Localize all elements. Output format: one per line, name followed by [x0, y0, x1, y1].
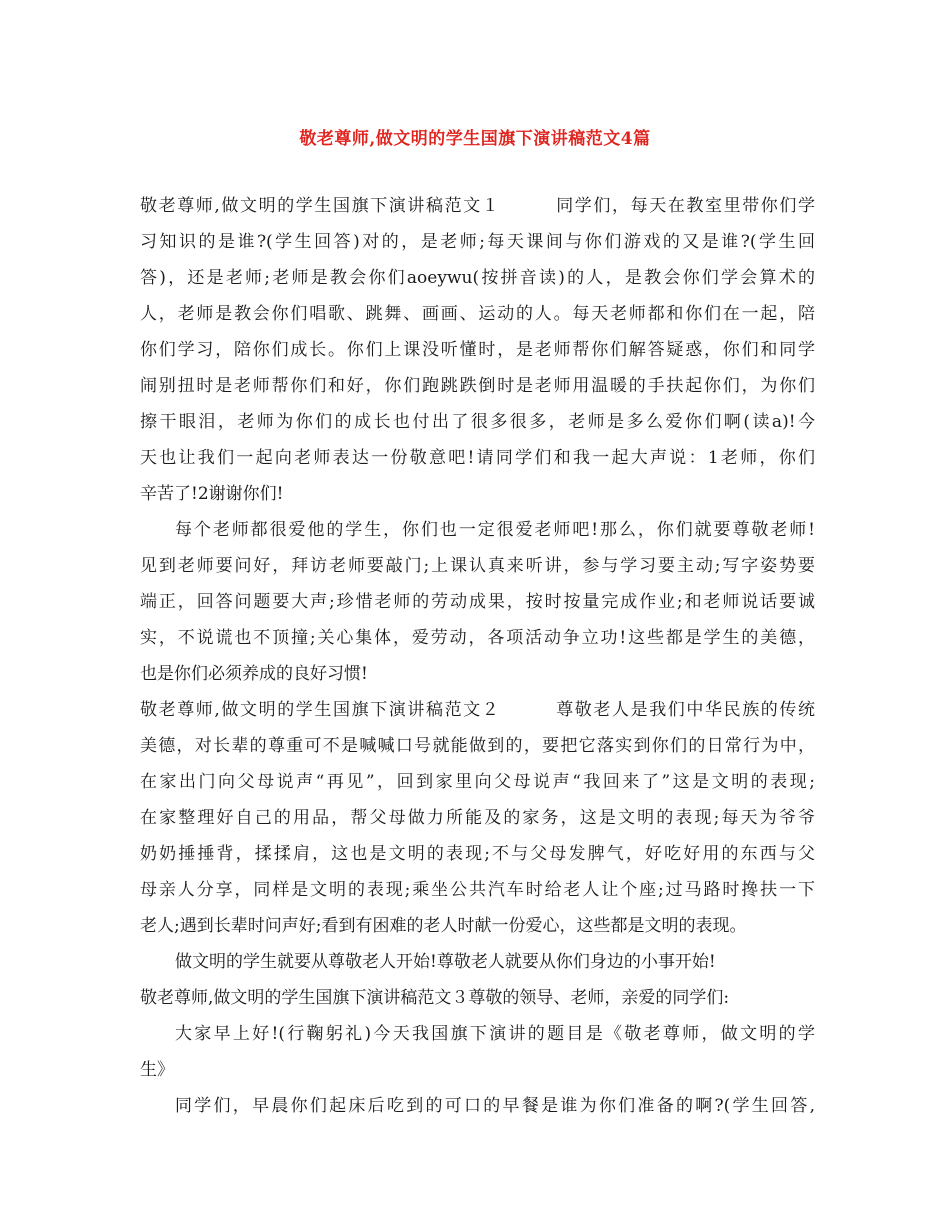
text-line: 大家早上好!(行鞠躬礼)今天我国旗下演讲的题目是《敬老尊师，做文明的学 — [175, 1024, 815, 1044]
text-line: 擦干眼泪，老师为你们的成长也付出了很多很多，老师是多么爱你们啊(读a)!今 — [140, 412, 815, 432]
text-line: 端正，回答问题要大声;珍惜老师的劳动成果，按时按量完成作业;和老师说话要诚 — [140, 592, 815, 612]
text-line: 在家整理好自己的用品，帮父母做力所能及的家务，这是文明的表现;每天为爷爷 — [140, 808, 815, 828]
text-line: 生》 — [140, 1060, 174, 1080]
text-line: 老人;遇到长辈时问声好;看到有困难的老人时献一份爱心，这些都是文明的表现。 — [140, 916, 747, 936]
text-line: 天也让我们一起向老师表达一份敬意吧!请同学们和我一起大声说：1老师，你们 — [140, 448, 815, 468]
text-line: 每个老师都很爱他的学生，你们也一定很爱老师吧!那么，你们就要尊敬老师! — [175, 520, 815, 540]
text-line: 同学们，早晨你们起床后吃到的可口的早餐是谁为你们准备的啊?(学生回答, — [175, 1096, 815, 1116]
text-line: 在家出门向父母说声“再见”，回到家里向父母说声“我回来了”这是文明的表现; — [140, 772, 815, 792]
text-line: 奶奶捶捶背，揉揉肩，这也是文明的表现;不与父母发脾气，好吃好用的东西与父 — [140, 844, 815, 864]
text-line: 人，老师是教会你们唱歌、跳舞、画画、运动的人。每天老师都和你们在一起，陪 — [140, 304, 815, 324]
text-line: 你们学习，陪你们成长。你们上课没听懂时，是老师帮你们解答疑惑，你们和同学 — [140, 340, 815, 360]
text-line: 答)，还是老师;老师是教会你们aoeywu(按拼音读)的人，是教会你们学会算术的 — [140, 268, 815, 288]
text-line: 敬老尊师,做文明的学生国旗下演讲稿范文３尊敬的领导、老师，亲爱的同学们: — [140, 988, 730, 1008]
text-line: 实，不说谎也不顶撞;关心集体，爱劳动，各项活动争立功!这些都是学生的美德， — [140, 628, 815, 648]
document-title: 敬老尊师,做文明的学生国旗下演讲稿范文4篇 — [299, 129, 651, 149]
text-line: 习知识的是谁?(学生回答)对的，是老师;每天课间与你们游戏的又是谁?(学生回 — [140, 232, 815, 252]
text-line: 敬老尊师,做文明的学生国旗下演讲稿范文１ 同学们，每天在教室里带你们学 — [140, 196, 815, 216]
text-line: 见到老师要问好，拜访老师要敲门;上课认真来听讲，参与学习要主动;写字姿势要 — [140, 556, 815, 576]
text-line: 美德，对长辈的尊重可不是喊喊口号就能做到的，要把它落实到你们的日常行为中， — [140, 736, 815, 756]
text-line: 做文明的学生就要从尊敬老人开始!尊敬老人就要从你们身边的小事开始! — [175, 952, 716, 972]
text-line: 辛苦了!2谢谢你们! — [140, 484, 284, 504]
text-line: 闹别扭时是老师帮你们和好，你们跑跳跌倒时是老师用温暖的手扶起你们，为你们 — [140, 376, 815, 396]
text-line: 也是你们必须养成的良好习惯! — [140, 664, 368, 684]
text-line: 敬老尊师,做文明的学生国旗下演讲稿范文２ 尊敬老人是我们中华民族的传统 — [140, 700, 815, 720]
document-body — [140, 188, 815, 1124]
text-line: 母亲人分享，同样是文明的表现;乘坐公共汽车时给老人让个座;过马路时搀扶一下 — [140, 880, 815, 900]
